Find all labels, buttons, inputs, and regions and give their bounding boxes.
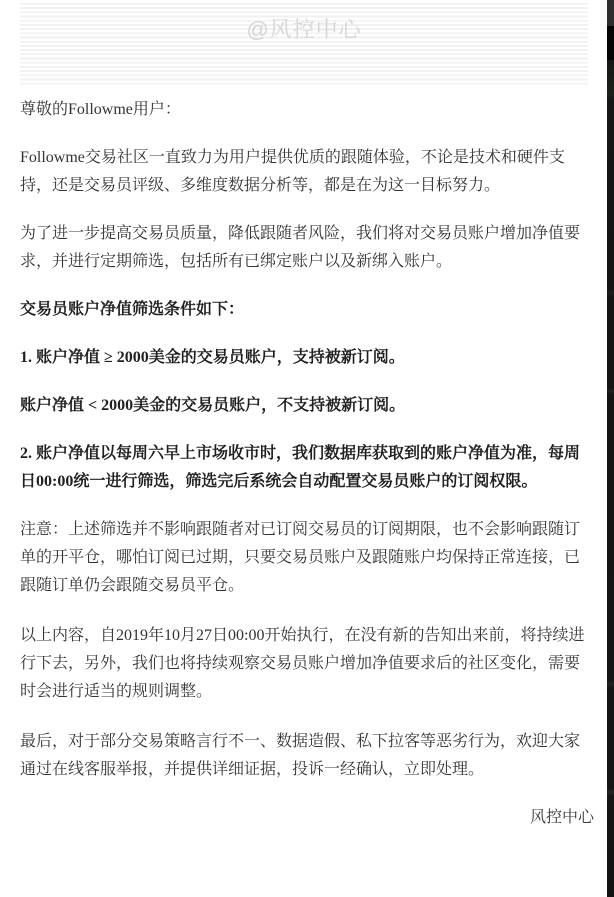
announcement-body — [20, 96, 594, 852]
paragraph-purpose: 为了进一步提高交易员质量，降低跟随者风险，我们将对交易员账户增加净值要求，并进行定期筛选，包括所有已绑定账户以及新绑入账户。 — [20, 225, 581, 270]
paragraph-report-abuse: 最后，对于部分交易策略言行不一、数据造假、私下拉客等恶劣行为，欢迎大家通过在线客服举报，并提供详细证据，投诉一经确认，立即处理。 — [20, 733, 581, 778]
paragraph-effective-date: 以上内容，自2019年10月27日00:00开始执行，在没有新的告知出来前，将持续进行下去，另外，我们也将持续观察交易员账户增加净值要求后的社区变化，需要时会进行适当的规则调整。 — [20, 627, 585, 700]
paragraph-rule-1: 1. 账户净值 ≥ 2000美金的交易员账户，支持被新订阅。 — [20, 349, 405, 366]
paragraph-note: 注意：上述筛选并不影响跟随者对已订阅交易员的订阅期限，也不会影响跟随订单的开平仓，哪怕订阅已过期，只要交易员账户及跟随账户均保持正常连接，已跟随订单仍会跟随交易员平仓。 — [20, 521, 581, 594]
paragraph-conditions-heading: 交易员账户净值筛选条件如下： — [20, 301, 245, 318]
paragraph-intro: Followme交易社区一直致力为用户提供优质的跟随体验，不论是技术和硬件支持，还是交易员评级、多维度数据分析等，都是在为这一目标努力。 — [20, 149, 565, 194]
signature: 风控中心 — [529, 809, 594, 826]
paragraph-rule-2: 2. 账户净值以每周六早上市场收市时，我们数据库获取到的账户净值为准，每周日00:00统一进行筛选，筛选完后系统会自动配置交易员账户的订阅权限。 — [20, 445, 581, 490]
striped-header-band — [20, 3, 588, 86]
salutation: 尊敬的Followme用户： — [20, 101, 181, 118]
paragraph-rule-1b: 账户净值 < 2000美金的交易员账户，不支持被新订阅。 — [20, 397, 406, 414]
watermark-text: @风控中心 — [246, 17, 362, 42]
adjacent-window-edge-strip — [607, 0, 614, 897]
